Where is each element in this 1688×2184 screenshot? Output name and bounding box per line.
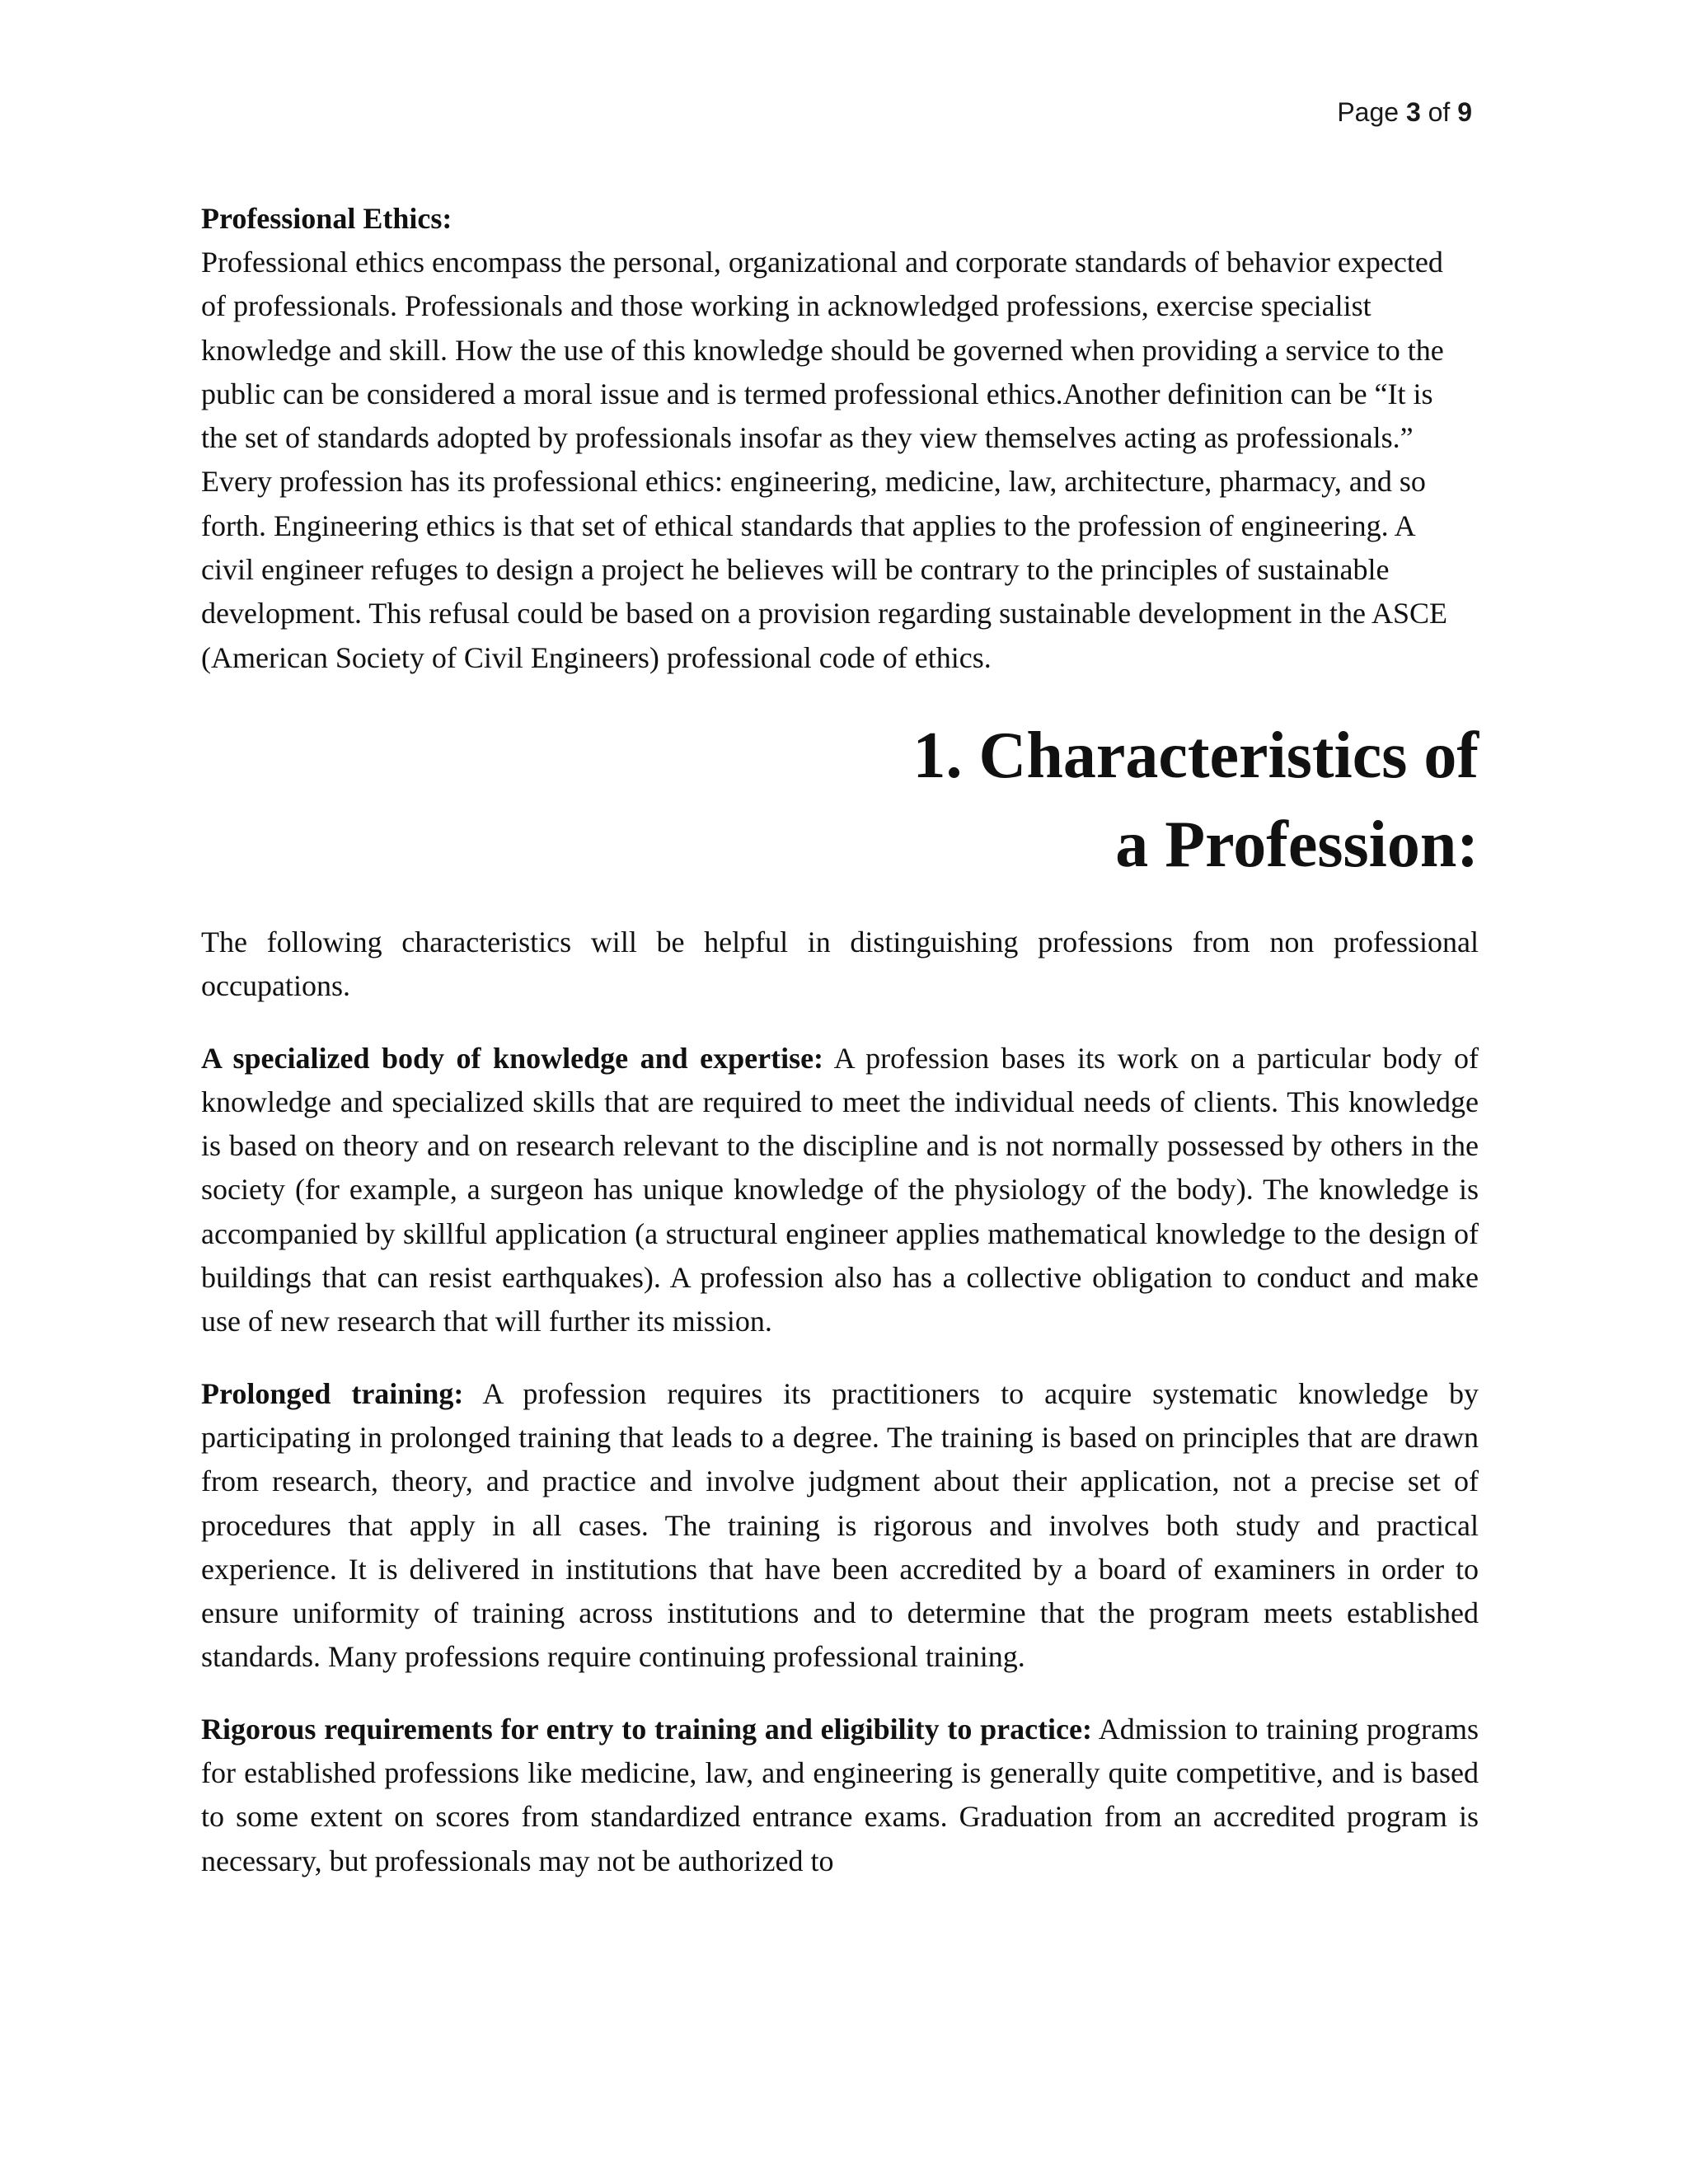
characteristic-heading: Rigorous requirements for entry to training and eligibility to practice:	[201, 1712, 1093, 1746]
section-intro-paragraph: The following characteristics will be helpful in distinguishing professions from non professional occupations.	[201, 925, 1479, 1003]
current-page: 3	[1405, 97, 1421, 127]
characteristic-heading: Prolonged training:	[201, 1376, 464, 1410]
characteristic-paragraph	[201, 1037, 1479, 1344]
of-label: of	[1428, 97, 1451, 127]
page-content	[201, 196, 1479, 1911]
characteristic-heading: A specialized body of knowledge and expertise:	[201, 1041, 824, 1075]
characteristic-text: Admission to training programs for established professions like medicine, law, and engineering is generally quite competitive, and is based to some extent on scores from standardized entrance exams. Graduation from an accredited program is necessary, but professionals may not be authorized to	[201, 1712, 1479, 1877]
page-number	[1337, 97, 1472, 128]
characteristic-paragraph	[201, 1372, 1479, 1680]
section-title: 1. Characteristics of a Profession:	[912, 719, 1479, 881]
total-pages: 9	[1457, 97, 1472, 127]
intro-heading: Professional Ethics:	[201, 202, 452, 235]
page-label: Page	[1337, 97, 1400, 127]
intro-paragraph: Professional ethics encompass the personal, organizational and corporate standards of behavior expected of professionals. Professionals and those working in acknowledged professions, exercise specialist knowledge and skill. How the use of this knowledge should be governed when providing a service to the public can be considered a moral issue and is termed professional ethics.Another definition can be “It is the set of standards adopted by professionals insofar as they view themselves acting as professionals.” Every profession has its professional ethics: engineering, medicine, law, architecture, pharmacy, and so forth. Engineering ethics is that set of ethical standards that applies to the profession of engineering. A civil engineer refuges to design a project he believes will be contrary to the principles of sustainable development. This refusal could be based on a provision regarding sustainable development in the ASCE (American Society of Civil Engineers) professional code of ethics.	[201, 246, 1447, 674]
characteristic-paragraph	[201, 1708, 1479, 1883]
characteristic-text: A profession bases its work on a particular body of knowledge and specialized skills that are required to meet the individual needs of clients. This knowledge is based on theory and on research relevant to the discipline and is not normally possessed by others in the society (for example, a surgeon has unique knowledge of the physiology of the body). The knowledge is accompanied by skillful application (a structural engineer applies mathematical knowledge to the design of buildings that can resist earthquakes). A profession also has a collective obligation to conduct and make use of new research that will further its mission.	[201, 1041, 1479, 1338]
characteristic-text: A profession requires its practitioners to acquire systematic knowledge by participating in prolonged training that leads to a degree. The training is based on principles that are drawn from research, theory, and practice and involve judgment about their application, not a precise set of procedures that apply in all cases. The training is rigorous and involves both study and practical experience. It is delivered in institutions that have been accredited by a board of examiners in order to ensure uniformity of training across institutions and to determine that the program meets established standards. Many professions require continuing professional training.	[201, 1376, 1479, 1674]
